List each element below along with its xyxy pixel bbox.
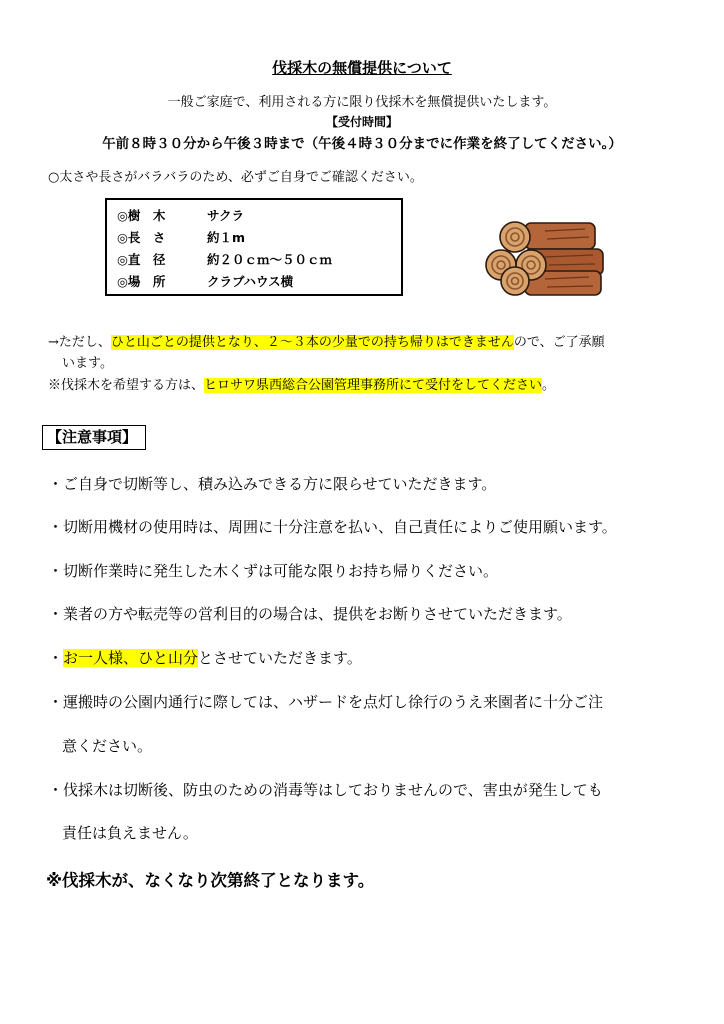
caution-item: ・運搬時の公園内通行に際しては、ハザードを点灯し徐行のうえ来園者に十分ご注	[48, 693, 604, 711]
notice-continuation: います。	[62, 356, 113, 371]
info-row-tree	[117, 206, 244, 224]
hours-text: 午前８時３０分から午後３時まで（午後４時３０分までに作業を終了してください。）	[102, 136, 622, 152]
info-value: サクラ	[207, 208, 245, 223]
caution-item: ・業者の方や転売等の営利目的の場合は、提供をお断りさせていただきます。	[48, 605, 572, 623]
final-note: ※伐採木が、なくなり次第終了となります。	[46, 871, 375, 890]
hours-heading: 【受付時間】	[325, 115, 398, 129]
intro-text: 一般ご家庭で、利用される方に限り伐採木を無償提供いたします。	[167, 95, 557, 110]
info-label: ◎樹 木	[117, 208, 166, 223]
firewood-logs-icon	[485, 215, 607, 297]
info-label: ◎直 径	[117, 252, 166, 267]
notice-line: →ただし、ひと山ごとの提供となり、２～３本の少量での持ち帰りはできませんので、ご了承願	[48, 335, 605, 350]
notice-highlight: ひと山ごとの提供となり、２～３本の少量での持ち帰りはできません	[110, 335, 514, 350]
caution-item: ・お一人様、ひと山分とさせていただきます。	[48, 649, 362, 667]
info-label: ◎長 さ	[117, 230, 166, 245]
info-value: 約１m	[207, 230, 246, 245]
caution-item: ・切断作業時に発生した木くずは可能な限りお持ち帰りください。	[48, 562, 499, 580]
info-row-length	[117, 228, 245, 246]
info-box	[105, 198, 403, 296]
info-row-diameter	[117, 250, 332, 268]
apply-highlight: ヒロサワ県西総合公園管理事務所にて受付をしてください	[204, 378, 543, 393]
caution-item: ・伐採木は切断後、防虫のための消毒等はしておりませんので、害虫が発生しても	[48, 781, 603, 799]
info-label: ◎場 所	[117, 274, 166, 289]
caution-item-continuation: 責任は負えません。	[62, 824, 198, 842]
caution-highlight: お一人様、ひと山分	[63, 649, 199, 667]
caution-item: ・切断用機材の使用時は、周囲に十分注意を払い、自己責任によりご使用願います。	[48, 518, 617, 536]
caution-item: ・ご自身で切断等し、積み込みできる方に限らせていただきます。	[48, 475, 497, 493]
info-value: クラブハウス横	[207, 274, 294, 289]
size-note: ○太さや長さがバラバラのため、必ずご自身でご確認ください。	[48, 170, 423, 185]
cautions-heading: 【注意事項】	[42, 425, 146, 450]
page-title: 伐採木の無償提供について	[272, 59, 452, 77]
info-value: 約２０ｃｍ～５０ｃｍ	[207, 252, 333, 267]
caution-item-continuation: 意ください。	[62, 737, 153, 755]
info-row-place	[117, 272, 293, 290]
apply-line: ※伐採木を希望する方は、ヒロサワ県西総合公園管理事務所にて受付をしてください。	[48, 378, 556, 393]
